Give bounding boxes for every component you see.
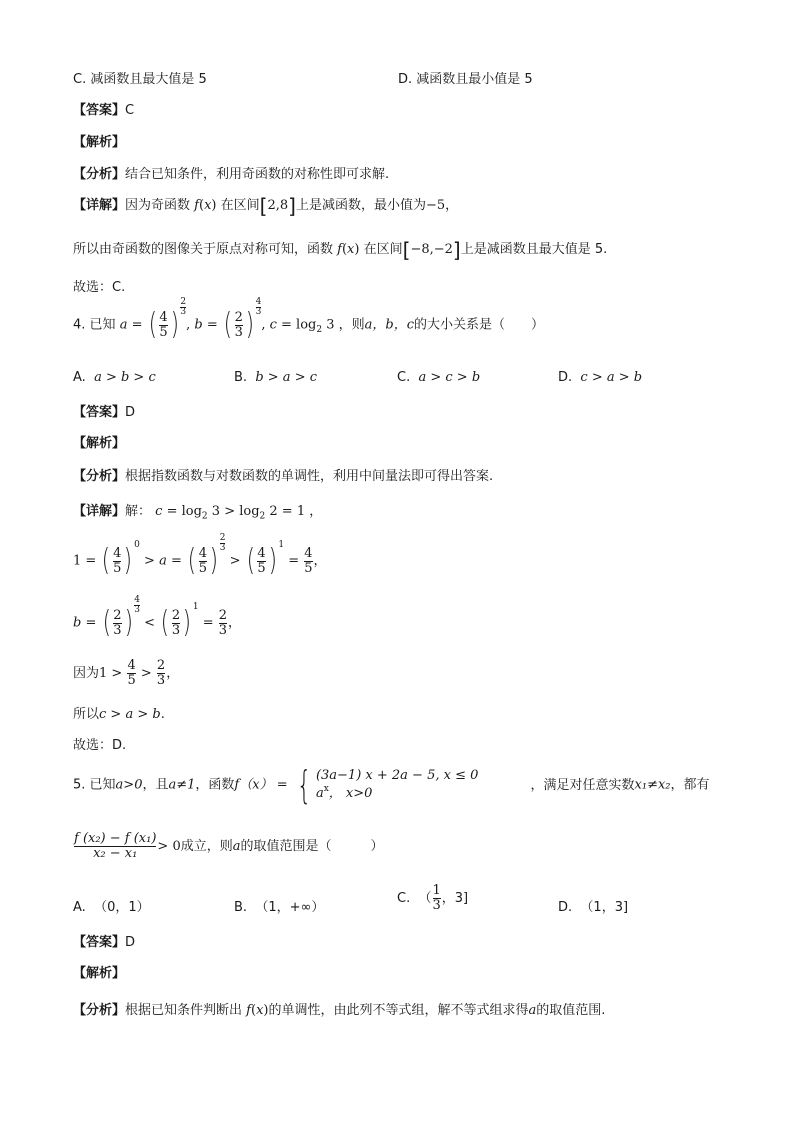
- q4-option-d: D. c > a > b: [558, 370, 643, 385]
- q4-detail-line1: 【详解】解： $c = \log_2 3 > \log_2 2 = 1$ ，: [73, 504, 323, 522]
- q4-analysis-heading: 【解析】: [73, 436, 126, 451]
- q5-option-b: B. （1，+∞）: [234, 900, 325, 915]
- q4-fenxi: 【分析】根据指数函数与对数函数的单调性，利用中间量法即可得出答案.: [73, 469, 494, 484]
- q3-answer: 【答案】C: [73, 103, 135, 118]
- q4-option-c: C. a > c > b: [397, 370, 481, 385]
- q5-option-a: A. （0，1）: [73, 900, 150, 915]
- q3-detail-line1: 【详解】因为奇函数 f(x) 在区间[2,8]上是减函数，最小值为−5，: [73, 193, 459, 218]
- q3-option-c: C. 减函数且最大值是 5: [73, 72, 207, 87]
- q3-choice: 故选：C.: [73, 280, 126, 295]
- q4-detail-line4: 因为1 > $\frac{4}{5}$ > $\frac{2}{3}$ ，: [73, 658, 180, 688]
- q5-stem-line2: $\frac{\text{f (x₂) − f (x₁)}}{\text{x₂ − x₁}}$ > 0成立，则a的取值范围是（ ）: [74, 831, 384, 861]
- q5-option-c: C. （ $\frac{1}{3}$ ，3]: [397, 883, 469, 913]
- q3-analysis-heading: 【解析】: [73, 135, 126, 150]
- q4-choice: 故选：D.: [73, 738, 127, 753]
- q4-stem: 4. 已知 a = ( $\frac{4}{5}$ ) $\frac{2}{3}$ , b = ( $\frac{2}{3}$ ) $\frac{4}{3}$ , $c = \log_2 3$ ，则a，b，c的大小关系是（ ）: [73, 297, 545, 342]
- q5-analysis-heading: 【解析】: [73, 966, 126, 981]
- q4-answer: 【答案】D: [73, 405, 136, 420]
- q4-detail-line2: 1 = ( $\frac{4}{5}$ ) $^0$ > a = ( $\frac{4}{5}$ ) $\frac{2}{3}$ > ( $\frac{4}{5}$ ) $^1$ = $\frac{4}{5}$ ，: [73, 533, 327, 578]
- q5-fenxi: 【分析】根据已知条件判断出 f(x)的单调性，由此列不等式组，解不等式组求得a的取值范围.: [73, 1003, 606, 1018]
- q4-detail-line3: b = ( $\frac{2}{3}$ ) $\frac{4}{3}$ < ( $\frac{2}{3}$ ) $^1$ = $\frac{2}{3}$ ，: [73, 595, 242, 640]
- q5-option-d: D. （1，3]: [558, 900, 629, 915]
- q5-stem-line1: 5. 已知a>0，且a≠1，函数f（x） = { (3a−1) x + 2a − 5, x ≤ 0 $a^x$， x>0 ，满足对任意实数x₁≠x₂，都有: [73, 763, 710, 807]
- q3-option-d: D. 减函数且最小值是 5: [398, 72, 533, 87]
- q5-answer: 【答案】D: [73, 935, 136, 950]
- q3-detail-line2: 所以由奇函数的图像关于原点对称可知，函数 f(x) 在区间[−8,−2]上是减函数且最大值是 5.: [73, 237, 608, 262]
- q4-detail-line5: 所以c > a > b.: [73, 707, 165, 722]
- q3-fenxi: 【分析】结合已知条件，利用奇函数的对称性即可求解.: [73, 167, 390, 182]
- q4-option-a: A. a > b > c: [73, 370, 156, 385]
- q4-option-b: B. b > a > c: [234, 370, 317, 385]
